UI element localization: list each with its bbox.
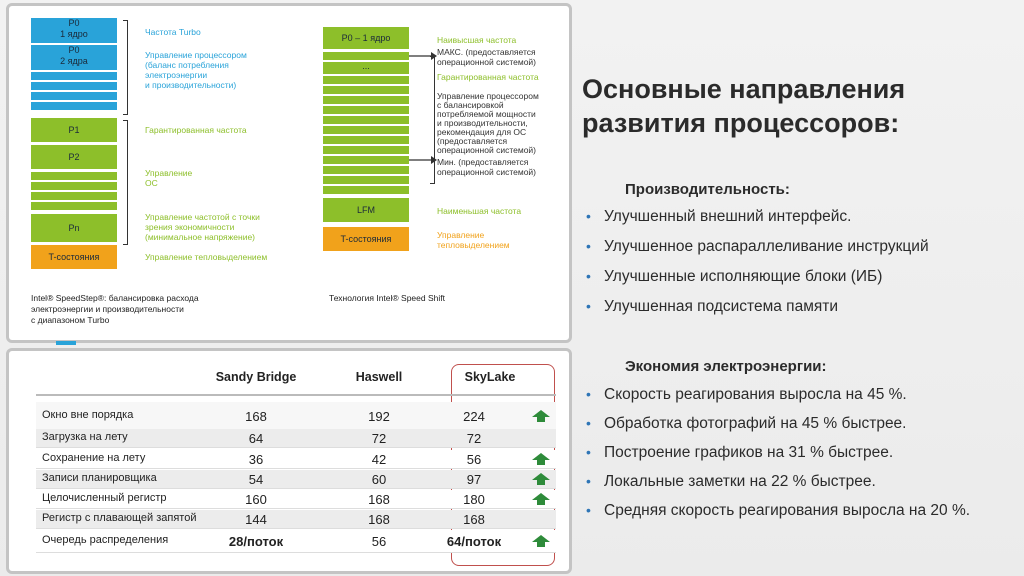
- cell-sandy-bridge: 64: [248, 431, 264, 446]
- list-item-text: Улучшенный внешний интерфейс.: [604, 208, 852, 225]
- list-item-text: Улучшенные исполняющие блоки (ИБ): [604, 268, 883, 285]
- cell-haswell: 168: [368, 512, 390, 527]
- left-bracket-green: [123, 120, 128, 245]
- left-block-p2: P2: [31, 145, 117, 169]
- right-block-t-states: T-состояния: [323, 227, 409, 251]
- up-arrow-icon: [532, 473, 550, 485]
- list-item-text: Скорость реагирования выросла на 45 %.: [604, 386, 907, 403]
- bullet-icon: •: [586, 268, 591, 284]
- bullet-icon: •: [586, 473, 591, 489]
- up-arrow-shape: [532, 473, 550, 485]
- bullet-icon: •: [586, 208, 591, 224]
- slide-title: Основные направления развития процессоров:: [582, 74, 906, 138]
- label-cpu-mgmt-right: Управление процессором с балансировкой потребляемой мощности и производительности, рекомендация для ОС (предоставляется операционной системой): [437, 91, 539, 155]
- bullet-icon: •: [586, 502, 591, 518]
- up-arrow-icon: [532, 453, 550, 465]
- left-block-green-4: [31, 202, 117, 210]
- cell-sandy-bridge: 168: [245, 409, 267, 424]
- right-block-green-h: [323, 136, 409, 144]
- comparison-header-rule: [36, 394, 556, 396]
- right-block-green-j: [323, 156, 409, 164]
- up-arrow-icon: [532, 410, 550, 422]
- up-arrow-icon: [532, 493, 550, 505]
- list-item: [586, 298, 838, 316]
- label-min: Мин. (предоставляется операционной системой): [437, 157, 537, 177]
- right-block-lfm: LFM: [323, 198, 409, 222]
- power-heading: Экономия электроэнергии:: [625, 358, 827, 375]
- right-block-green-l: [323, 176, 409, 184]
- list-item: [586, 386, 907, 404]
- left-block-green-1: [31, 172, 117, 180]
- label-turbo: Частота Turbo: [145, 27, 201, 37]
- table-header-2: Haswell: [355, 370, 403, 384]
- label-highest: Наивысшая частота: [437, 35, 517, 45]
- list-item: [586, 238, 929, 256]
- cell-skylake: 224: [463, 409, 485, 424]
- up-arrow-shape: [532, 410, 550, 422]
- cell-sandy-bridge: 160: [245, 492, 267, 507]
- left-block-pn: Pn: [31, 214, 117, 242]
- right-block-dots: ...: [323, 62, 409, 74]
- cell-sandy-bridge: 144: [245, 512, 267, 527]
- caption-speedstep: Intel® SpeedStep®: балансировка расхода электроэнергии и производительности с диапазоном Turbo: [31, 293, 199, 325]
- up-arrow-icon: [532, 535, 550, 547]
- cell-haswell: 56: [371, 534, 387, 549]
- right-block-green-a: [323, 52, 409, 60]
- list-item: [586, 208, 851, 226]
- right-block-green-i: [323, 146, 409, 154]
- label-thermal-right: Управление тепловыделением: [437, 230, 510, 250]
- list-item-text: Улучшенное распараллеливание инструкций: [604, 238, 929, 255]
- cell-sandy-bridge: 36: [248, 452, 264, 467]
- list-item-text: Обработка фотографий на 45 % быстрее.: [604, 415, 907, 432]
- cell-sandy-bridge: 28/поток: [228, 534, 284, 549]
- row-label: Окно вне порядка: [42, 409, 134, 421]
- cell-skylake: 72: [466, 431, 482, 446]
- label-os-mgmt: Управление ОС: [145, 168, 193, 188]
- label-guaranteed-right: Гарантированная частота: [437, 72, 539, 82]
- right-block-green-e: [323, 106, 409, 114]
- table-header-3: SkyLake: [464, 370, 516, 384]
- row-label: Записи планировщика: [42, 472, 157, 484]
- right-block-green-m: [323, 186, 409, 194]
- list-item: [586, 502, 970, 520]
- cell-skylake: 64/поток: [446, 534, 502, 549]
- panel-tab-accent: [56, 341, 76, 345]
- table-header-1: Sandy Bridge: [215, 370, 297, 384]
- perf-heading: Производительность:: [625, 181, 790, 198]
- up-arrow-shape: [532, 535, 550, 547]
- cell-haswell: 72: [371, 431, 387, 446]
- caption-speedshift: Технология Intel® Speed Shift: [329, 293, 445, 303]
- right-block-p0: P0 – 1 ядро: [323, 27, 409, 49]
- list-item: [586, 415, 907, 433]
- cell-skylake: 168: [463, 512, 485, 527]
- cell-haswell: 168: [368, 492, 390, 507]
- cell-haswell: 192: [368, 409, 390, 424]
- row-label: Очередь распределения: [42, 534, 169, 546]
- label-max: МАКС. (предоставляется операционной системой): [437, 47, 537, 67]
- left-block-blue-2: [31, 82, 117, 90]
- up-arrow-shape: [532, 453, 550, 465]
- label-freq-mgmt: Управление частотой с точки зрения экономичности (минимальное напряжение): [145, 212, 260, 242]
- right-block-green-f: [323, 116, 409, 124]
- cell-sandy-bridge: 54: [248, 472, 264, 487]
- cell-skylake: 56: [466, 452, 482, 467]
- label-cpu-mgmt: Управление процессором (баланс потребления электроэнергии и производительности): [145, 50, 247, 90]
- bullet-icon: •: [586, 386, 591, 402]
- right-block-green-k: [323, 166, 409, 174]
- list-item-text: Улучшенная подсистема памяти: [604, 298, 838, 315]
- row-label: Загрузка на лету: [42, 431, 128, 443]
- right-block-green-c: [323, 86, 409, 94]
- left-block-blue-3: [31, 92, 117, 100]
- cell-skylake: 180: [463, 492, 485, 507]
- bullet-icon: •: [586, 444, 591, 460]
- label-guaranteed: Гарантированная частота: [145, 125, 247, 135]
- list-item-text: Построение графиков на 31 % быстрее.: [604, 444, 894, 461]
- list-item-text: Средняя скорость реагирования выросла на 20 %.: [604, 502, 971, 519]
- label-lowest: Наименьшая частота: [437, 206, 522, 216]
- right-bracket: [430, 56, 435, 184]
- left-block-green-2: [31, 182, 117, 190]
- left-block-p1: P1: [31, 118, 117, 142]
- left-block-blue-4: [31, 102, 117, 110]
- up-arrow-shape: [532, 493, 550, 505]
- list-item-text: Локальные заметки на 22 % быстрее.: [604, 473, 876, 490]
- left-block-green-3: [31, 192, 117, 200]
- right-block-green-g: [323, 126, 409, 134]
- row-label: Регистр с плавающей запятой: [42, 512, 197, 524]
- bullet-icon: •: [586, 298, 591, 314]
- bullet-icon: •: [586, 238, 591, 254]
- cell-haswell: 42: [371, 452, 387, 467]
- list-item: [586, 268, 882, 286]
- label-thermal-left: Управление тепловыделением: [145, 252, 268, 262]
- left-block-p0-2core: P0 2 ядра: [31, 45, 117, 70]
- bullet-icon: •: [586, 415, 591, 431]
- row-label: Целочисленный регистр: [42, 492, 167, 504]
- left-bracket-blue: [123, 20, 128, 115]
- right-block-green-b: [323, 76, 409, 84]
- left-block-blue-1: [31, 72, 117, 80]
- list-item: [586, 473, 876, 491]
- list-item: [586, 444, 893, 462]
- row-label: Сохранение на лету: [42, 452, 146, 464]
- cell-skylake: 97: [466, 472, 482, 487]
- right-block-green-d: [323, 96, 409, 104]
- left-block-p0-1core: P0 1 ядро: [31, 18, 117, 43]
- cell-haswell: 60: [371, 472, 387, 487]
- left-block-t-states: T-состояния: [31, 245, 117, 269]
